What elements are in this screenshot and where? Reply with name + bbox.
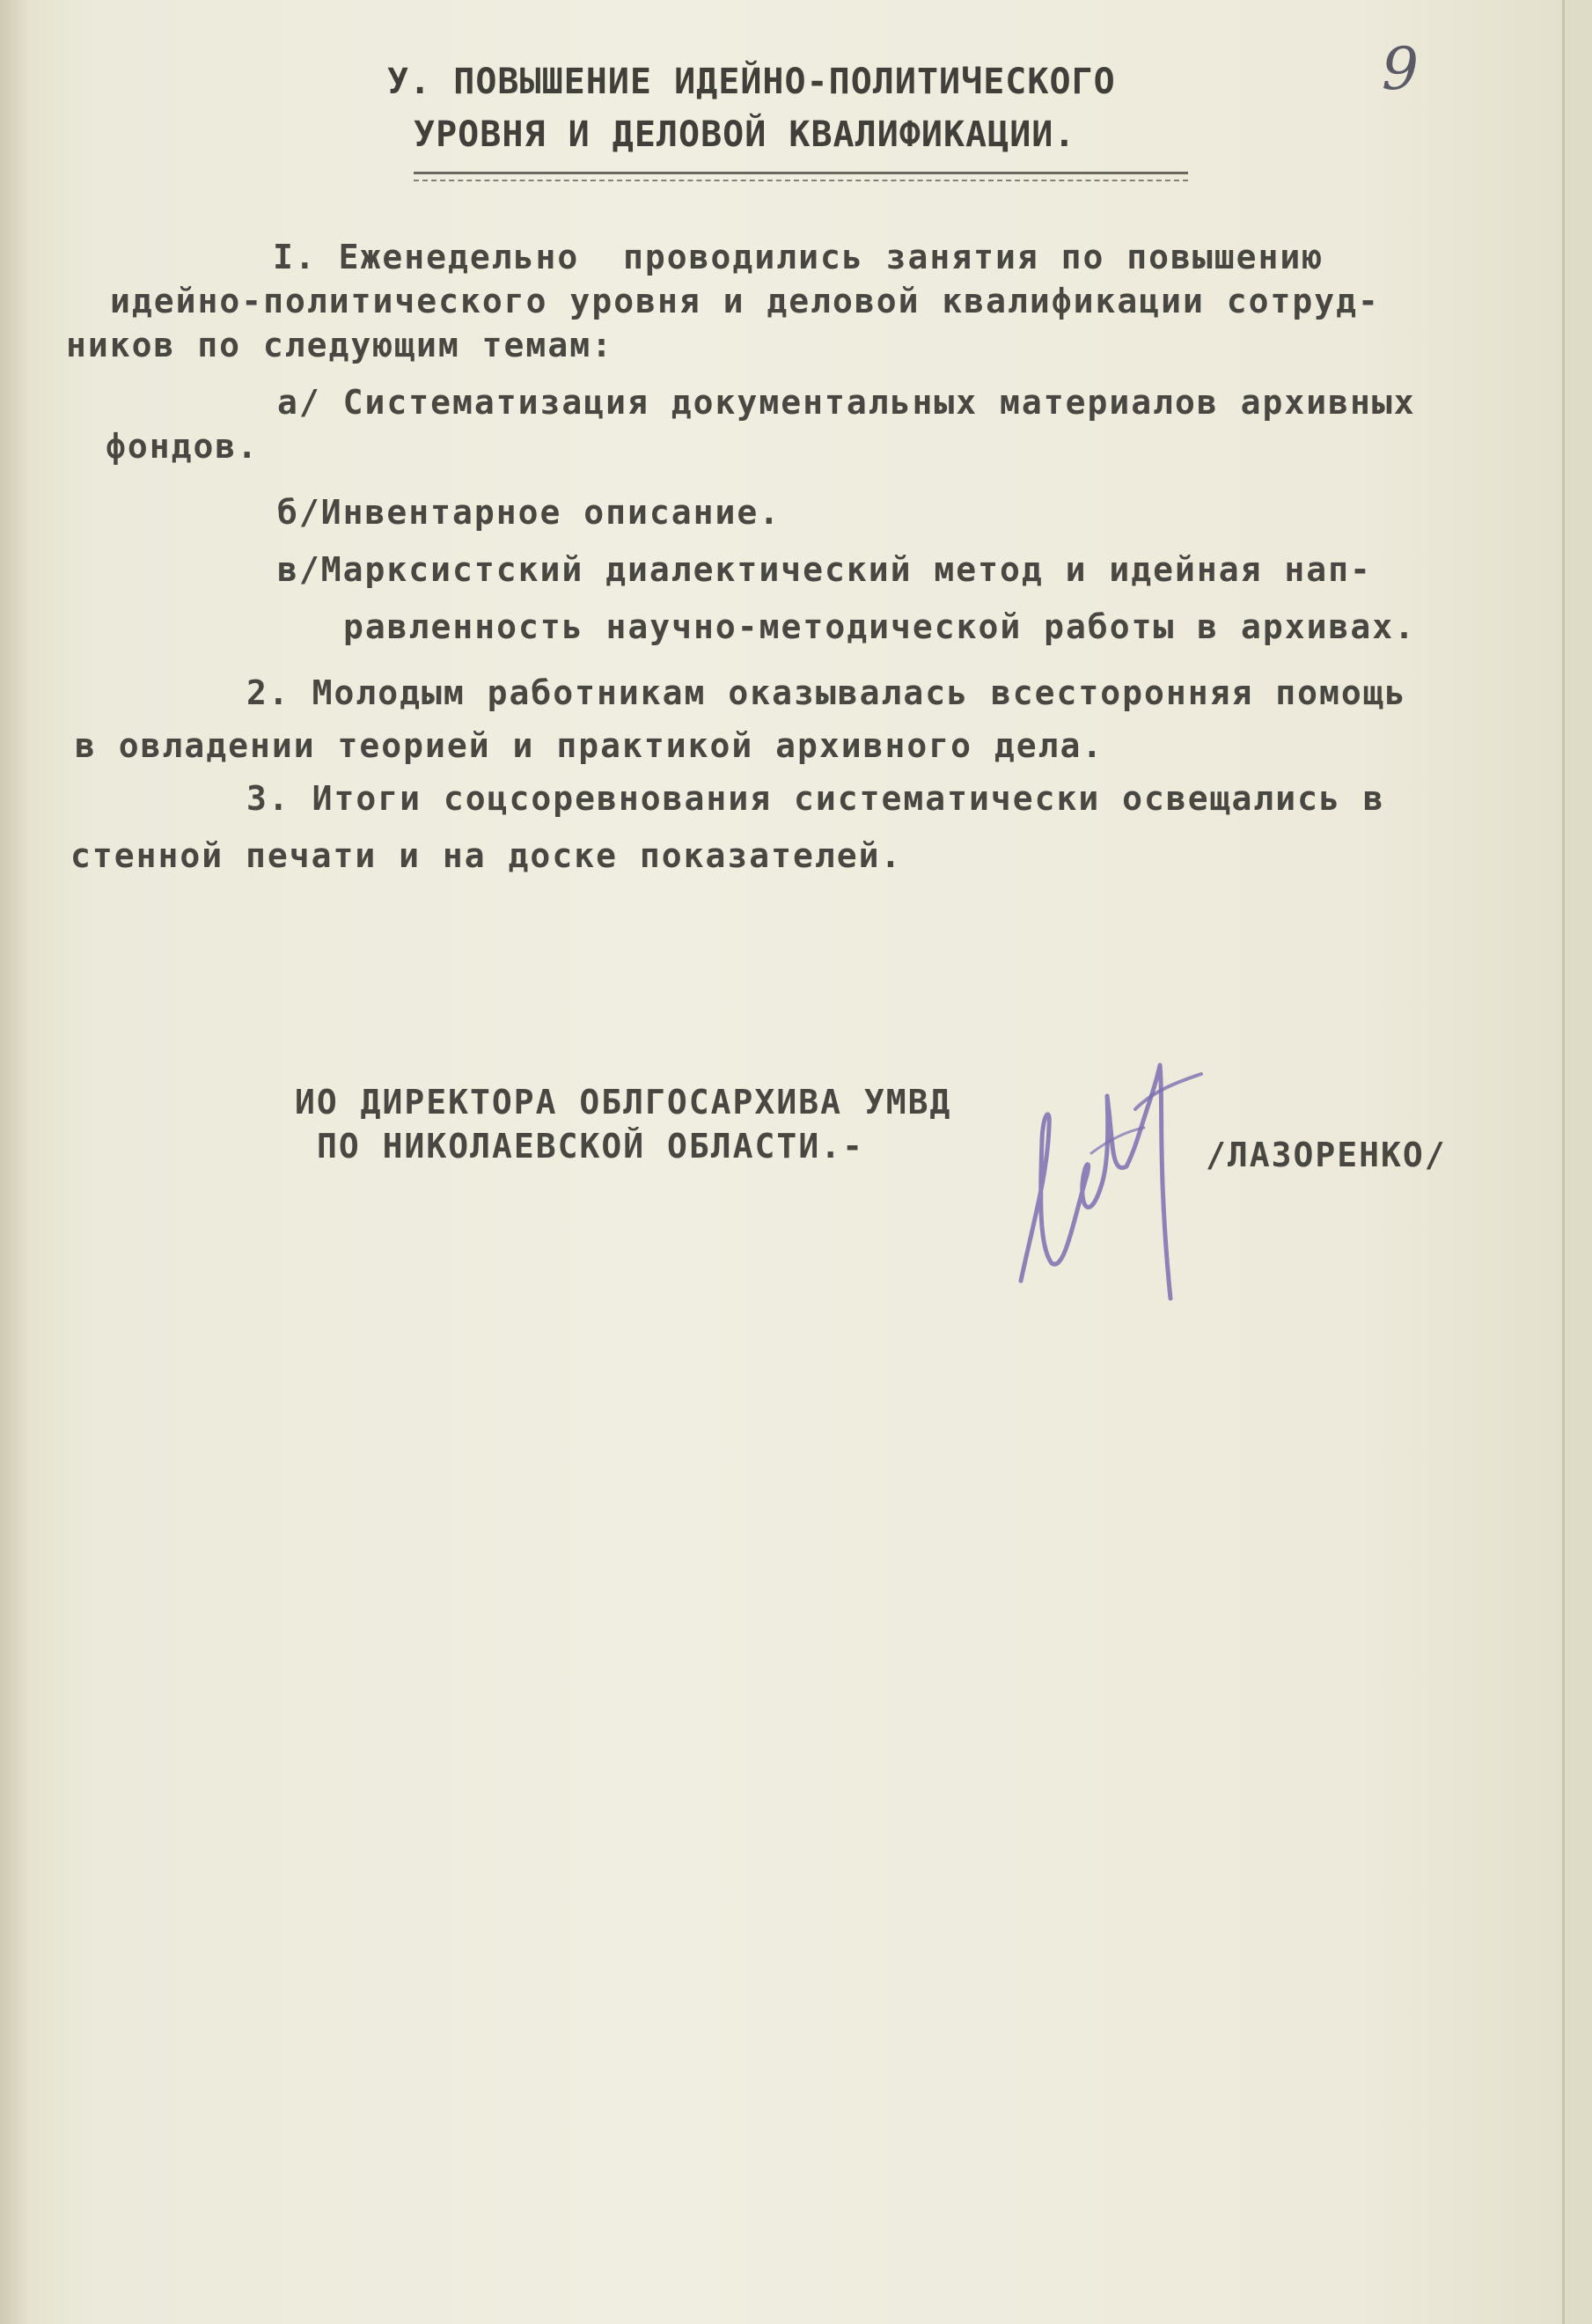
body-line-7: в/Марксистский диалектический метод и идейная нап- xyxy=(277,550,1372,589)
signatory-name: /ЛАЗОРЕНКО/ xyxy=(1206,1136,1447,1174)
page-left-shadow xyxy=(0,0,30,2324)
heading-line-2: УРОВНЯ И ДЕЛОВОЙ КВАЛИФИКАЦИИ. xyxy=(414,114,1076,155)
body-line-4: а/ Систематизация документальных материалов архивных xyxy=(277,383,1416,422)
body-line-1: I. Еженедельно проводились занятия по повышению xyxy=(273,238,1324,276)
body-line-9: 2. Молодым работникам оказывалась всесторонняя помощь xyxy=(246,673,1407,712)
signature-title-line-2: ПО НИКОЛАЕВСКОЙ ОБЛАСТИ.- xyxy=(317,1127,864,1166)
heading-line-1: У. ПОВЫШЕНИЕ ИДЕЙНО-ПОЛИТИЧЕСКОГО xyxy=(387,62,1116,102)
heading-underline xyxy=(414,172,1188,181)
body-line-12: стенной печати и на доске показателей. xyxy=(70,836,903,875)
body-line-11: 3. Итоги соцсоревнования систематически освещались в xyxy=(246,779,1385,818)
body-line-6: б/Инвентарное описание. xyxy=(277,493,781,532)
handwritten-signature xyxy=(1003,1043,1214,1307)
body-line-2: идейно-политического уровня и деловой квалификации сотруд- xyxy=(110,282,1380,320)
signature-title-line-1: ИО ДИРЕКТОРА ОБЛГОСАРХИВА УМВД xyxy=(295,1083,952,1122)
body-line-10: в овладении теорией и практикой архивного дела. xyxy=(75,726,1104,765)
page-number: 9 xyxy=(1382,35,1419,103)
body-line-3: ников по следующим темам: xyxy=(66,326,613,364)
page-edge-shade xyxy=(1565,0,1592,2324)
body-line-8: равленность научно-методической работы в архивах. xyxy=(343,607,1417,646)
body-line-5: фондов. xyxy=(106,427,260,466)
